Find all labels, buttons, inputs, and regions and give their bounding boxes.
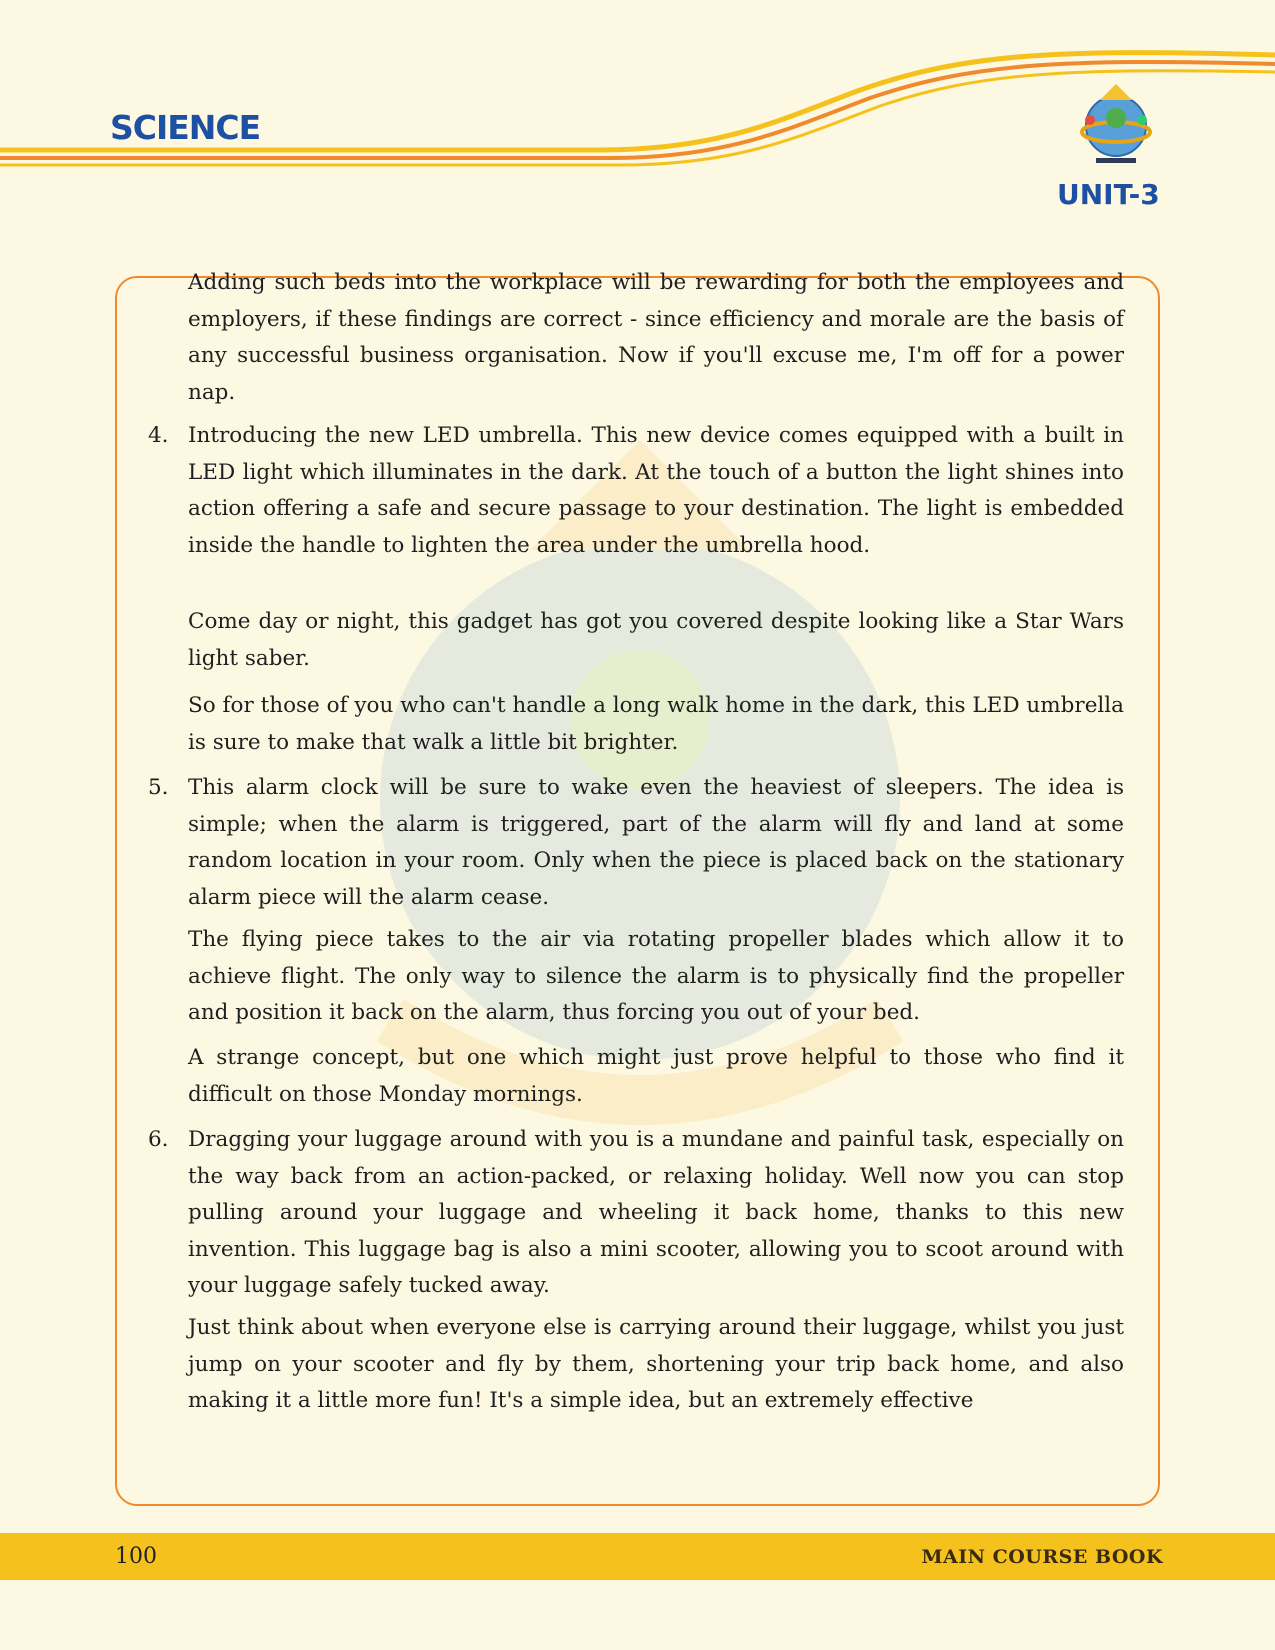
item4-paragraph-2: Come day or night, this gadget has got you covered despite looking like a Star Wars light saber. bbox=[188, 609, 1124, 671]
item5-paragraph-3: A strange concept, but one which might just prove helpful to those who find it difficult on those Monday mornings. bbox=[188, 1045, 1124, 1107]
item4-paragraph-1: Introducing the new LED umbrella. This new device comes equipped with a built in LED light which illuminates in the dark. At the touch of a button the light shines into action offering a safe and secure passage to your destination. The light is embedded inside the handle to lighten the area under the umbrella hood. bbox=[188, 423, 1124, 558]
list-number-5: 5. bbox=[148, 775, 169, 800]
item4-paragraph-3: So for those of you who can't handle a long walk home in the dark, this LED umbrella is sure to make that walk a little bit brighter. bbox=[188, 693, 1124, 755]
list-number-6: 6. bbox=[148, 1127, 169, 1152]
unit-label: UNIT-3 bbox=[1057, 178, 1160, 211]
item6-paragraph-2: Just think about when everyone else is carrying around their luggage, whilst you just jump on your scooter and fly by them, shortening your trip back home, and also making it a little more fun! It's a simple idea, but an extremely effective bbox=[188, 1315, 1124, 1413]
page-number: 100 bbox=[115, 1544, 157, 1569]
subject-title: SCIENCE bbox=[110, 108, 261, 147]
book-title: MAIN COURSE BOOK bbox=[921, 1546, 1163, 1568]
item5-paragraph-1: This alarm clock will be sure to wake even the heaviest of sleepers. The idea is simple; when the alarm is triggered, part of the alarm will fly and land at some random location in your room. Only when the piece is placed back on the stationary alarm piece will the alarm cease. bbox=[188, 775, 1124, 910]
item6-paragraph-1: Dragging your luggage around with you is a mundane and painful task, especially on the way back from an action-packed, or relaxing holiday. Well now you can stop pulling around your luggage and wheeling it back home, thanks to this new invention. This luggage bag is also a mini scooter, allowing you to scoot around with your luggage safely tucked away. bbox=[188, 1127, 1124, 1298]
intro-paragraph: Adding such beds into the workplace will be rewarding for both the employees and employers, if these findings are correct - since efficiency and morale are the basis of any successful business organisation. Now if you'll excuse me, I'm off for a power nap. bbox=[188, 270, 1124, 405]
list-number-4: 4. bbox=[148, 423, 169, 448]
school-emblem-icon bbox=[1070, 80, 1162, 172]
item5-paragraph-2: The flying piece takes to the air via rotating propeller blades which allow it to achieve flight. The only way to silence the alarm is to physically find the propeller and position it back on the alarm, thus forcing you out of your bed. bbox=[188, 927, 1124, 1025]
